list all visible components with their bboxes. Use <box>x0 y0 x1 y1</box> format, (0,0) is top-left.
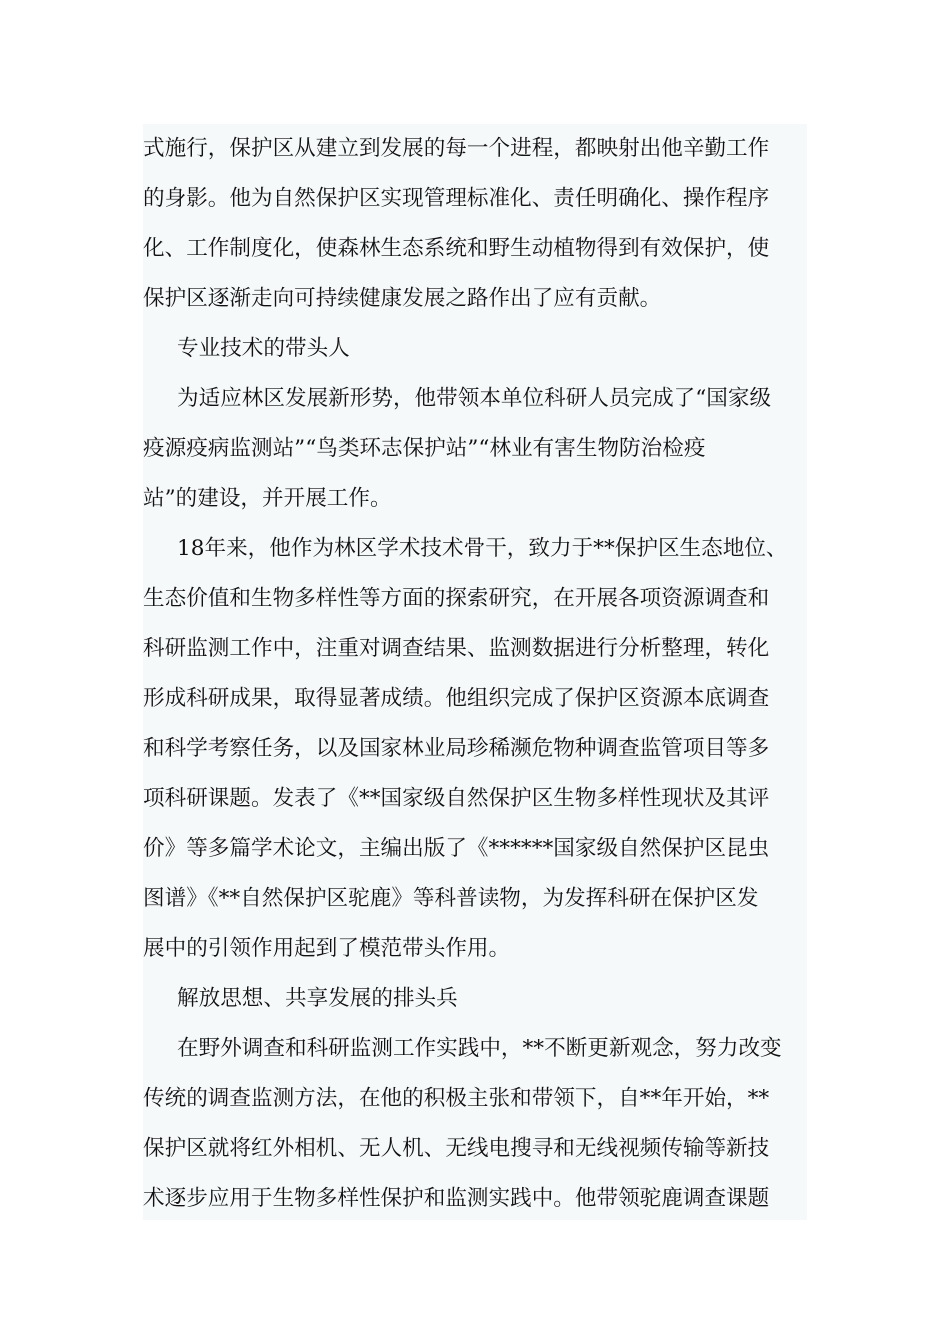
text-line: 式施行，保护区从建立到发展的每一个进程，都映射出他辛勤工作 <box>143 136 770 161</box>
text-line: 项科研课题。发表了《**国家级自然保护区生物多样性现状及其评 <box>143 786 770 811</box>
text-line: 在野外调查和科研监测工作实践中，**不断更新观念，努力改变 <box>177 1036 782 1061</box>
section-heading: 专业技术的带头人 <box>177 336 350 361</box>
text-line: 化、工作制度化，使森林生态系统和野生动植物得到有效保护，使 <box>143 236 770 261</box>
text-line: 和科学考察任务，以及国家林业局珍稀濒危物种调查监管项目等多 <box>143 736 770 761</box>
text-line: 生态价值和生物多样性等方面的探索研究，在开展各项资源调查和 <box>143 586 770 611</box>
text-line: 科研监测工作中，注重对调查结果、监测数据进行分析整理，转化 <box>143 636 770 661</box>
text-line: 为适应林区发展新形势，他带领本单位科研人员完成了“国家级 <box>177 386 772 411</box>
text-line: 站”的建设，并开展工作。 <box>143 486 392 511</box>
text-line: 术逐步应用于生物多样性保护和监测实践中。他带领驼鹿调查课题 <box>143 1186 770 1211</box>
document-text-block <box>143 124 807 1220</box>
text-line: 保护区逐渐走向可持续健康发展之路作出了应有贡献。 <box>143 286 662 311</box>
text-line: 形成科研成果，取得显著成绩。他组织完成了保护区资源本底调查 <box>143 686 770 711</box>
text-line: 18年来，他作为林区学术技术骨干，致力于**保护区生态地位、 <box>177 536 788 561</box>
text-line: 的身影。他为自然保护区实现管理标准化、责任明确化、操作程序 <box>143 186 770 211</box>
text-line: 传统的调查监测方法，在他的积极主张和带领下，自**年开始，** <box>143 1086 770 1111</box>
text-line: 价》等多篇学术论文，主编出版了《******国家级自然保护区昆虫 <box>143 836 770 861</box>
text-line: 图谱》《**自然保护区驼鹿》等科普读物，为发挥科研在保护区发 <box>143 886 759 911</box>
text-line: 保护区就将红外相机、无人机、无线电搜寻和无线视频传输等新技 <box>143 1136 770 1161</box>
section-heading: 解放思想、共享发展的排头兵 <box>177 986 458 1011</box>
text-line: 展中的引领作用起到了模范带头作用。 <box>143 936 511 961</box>
text-line: 疫源疫病监测站”“鸟类环志保护站”“林业有害生物防治检疫 <box>143 436 706 461</box>
